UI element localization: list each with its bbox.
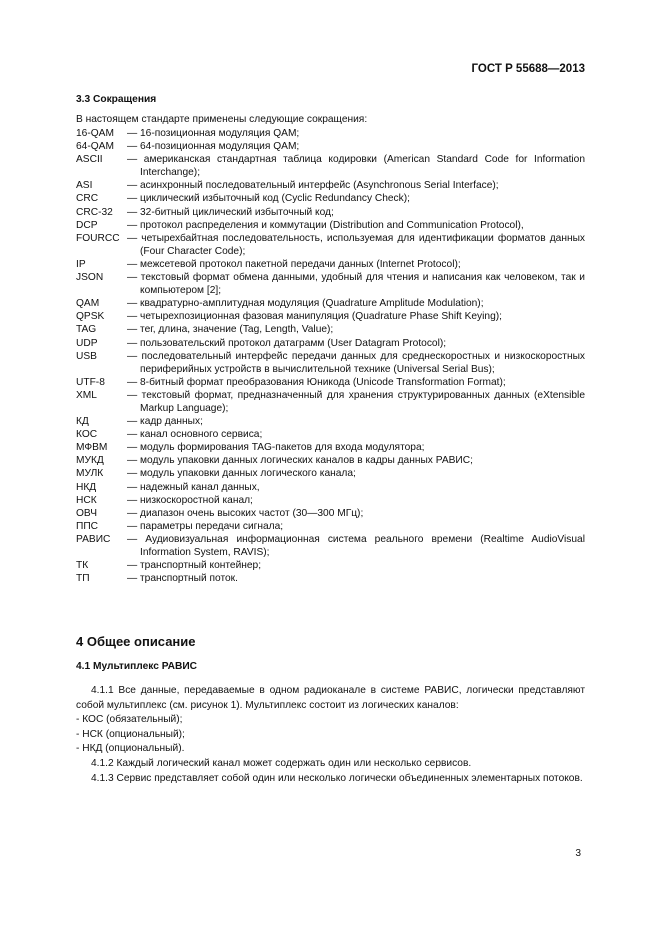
abbreviation-row xyxy=(76,494,585,507)
abbreviation-term: UTF-8 xyxy=(76,376,105,388)
abbreviation-definition: — последовательный интерфейс передачи данных для среднескоростных и низкоскоростных периферийных устройств в вычислительной технике (Universal Serial Bus); xyxy=(127,350,585,375)
abbreviation-term: USB xyxy=(76,350,97,362)
abbreviation-row xyxy=(76,350,585,376)
abbreviation-definition: — 64-позиционная модуляция QAM; xyxy=(127,141,300,153)
abbreviation-term: РАВИС xyxy=(76,533,111,545)
abbreviation-definition: — 32-битный циклический избыточный код; xyxy=(127,206,334,218)
abbreviation-row xyxy=(76,232,585,258)
abbreviation-row xyxy=(76,271,585,297)
section-4-1-heading: 4.1 Мультиплекс РАВИС xyxy=(76,661,198,672)
abbreviation-definition: — текстовый формат обмена данными, удобный для чтения и написания как человеком, так и компьютером [2]; xyxy=(127,272,585,297)
abbreviation-term: IP xyxy=(76,258,86,270)
paragraph-4-1-1: 4.1.1 Все данные, передаваемые в одном радиоканале в системе РАВИС, логически представляют собой мультиплекс (см. рисунок 1). Мультиплекс состоит из логических каналов: xyxy=(76,685,585,711)
list-item: - НСК (опциональный); xyxy=(76,728,185,740)
abbreviation-definition: — диапазон очень высоких частот (30—300 МГц); xyxy=(127,507,364,519)
abbreviation-row xyxy=(76,441,585,454)
abbreviation-definition: — кадр данных; xyxy=(127,416,203,428)
abbreviation-definition: — надежный канал данных, xyxy=(127,481,260,493)
abbreviation-term: ОВЧ xyxy=(76,507,98,519)
abbreviation-definition: — транспортный поток. xyxy=(127,573,238,585)
abbreviation-term: XML xyxy=(76,389,97,401)
abbreviation-definition: — четырехбайтная последовательность, используемая для идентификации форматов данных (Four Character Code); xyxy=(127,232,585,257)
abbreviation-row xyxy=(76,140,585,153)
abbreviation-definition: — транспортный контейнер; xyxy=(127,560,262,572)
abbreviation-row xyxy=(76,467,585,480)
abbreviation-term: TAG xyxy=(76,324,97,336)
abbreviation-term: 64-QAM xyxy=(76,141,114,153)
section-4-1-body xyxy=(76,684,585,786)
abbreviation-term: ASI xyxy=(76,180,93,192)
abbreviation-definition: — канал основного сервиса; xyxy=(127,429,263,441)
abbreviation-definition: — 8-битный формат преобразования Юникода (Unicode Transformation Format); xyxy=(127,376,506,388)
abbreviation-definition: — асинхронный последовательный интерфейс (Asynchronous Serial Interface); xyxy=(127,180,499,192)
abbreviations-intro: В настоящем стандарте применены следующие сокращения: xyxy=(76,114,368,125)
abbreviation-row xyxy=(76,389,585,415)
abbreviation-row xyxy=(76,153,585,179)
abbreviation-row xyxy=(76,376,585,389)
abbreviation-row xyxy=(76,179,585,192)
section-4-heading: 4 Общее описание xyxy=(76,634,196,649)
abbreviation-term: ASCII xyxy=(76,154,103,166)
abbreviation-row xyxy=(76,428,585,441)
abbreviation-definition: — пользовательский протокол датаграмм (User Datagram Protocol); xyxy=(127,337,447,349)
abbreviation-definition: — межсетевой протокол пакетной передачи данных (Internet Protocol); xyxy=(127,258,461,270)
abbreviations-list xyxy=(76,127,585,585)
abbreviation-row xyxy=(76,337,585,350)
abbreviation-definition: — американская стандартная таблица кодировки (American Standard Code for Information Interchange); xyxy=(127,154,585,179)
abbreviation-term: КОС xyxy=(76,429,98,441)
abbreviation-definition: — 16-позиционная модуляция QAM; xyxy=(127,128,300,139)
abbreviation-definition: — низкоскоростной канал; xyxy=(127,494,253,506)
abbreviation-row xyxy=(76,559,585,572)
abbreviation-row xyxy=(76,520,585,533)
abbreviation-row xyxy=(76,206,585,219)
abbreviation-row xyxy=(76,219,585,232)
abbreviation-row xyxy=(76,310,585,323)
abbreviation-definition: — четырехпозиционная фазовая манипуляция (Quadrature Phase Shift Keying); xyxy=(127,311,502,323)
standard-header: ГОСТ Р 55688—2013 xyxy=(471,63,585,75)
abbreviation-definition: — текстовый формат, предназначенный для хранения структурированных данных (eXtensible Markup Language); xyxy=(127,389,585,414)
abbreviation-definition: — модуль формирования TAG-пакетов для входа модулятора; xyxy=(127,442,425,454)
abbreviation-row xyxy=(76,127,585,140)
abbreviation-definition: — модуль упаковки данных логических каналов в кадры данных РАВИС; xyxy=(127,455,473,467)
abbreviation-term: МУКД xyxy=(76,455,104,467)
abbreviation-definition: — параметры передачи сигнала; xyxy=(127,520,284,532)
abbreviation-definition: — тег, длина, значение (Tag, Length, Value); xyxy=(127,324,334,336)
abbreviation-term: QAM xyxy=(76,298,100,310)
abbreviation-term: ТК xyxy=(76,560,89,572)
abbreviation-term: JSON xyxy=(76,272,104,284)
list-item: - КОС (обязательный); xyxy=(76,714,183,726)
abbreviation-term: UDP xyxy=(76,337,98,349)
abbreviation-term: МУЛК xyxy=(76,468,104,480)
abbreviation-definition: — Аудиовизуальная информационная система реального времени (Realtime AudioVisual Information System, RAVIS); xyxy=(127,533,585,558)
abbreviation-row xyxy=(76,415,585,428)
paragraph-4-1-2: 4.1.2 Каждый логический канал может содержать один или несколько сервисов. xyxy=(91,757,472,769)
section-3-3-heading: 3.3 Сокращения xyxy=(76,94,157,105)
abbreviation-row xyxy=(76,533,585,559)
abbreviation-row xyxy=(76,192,585,205)
abbreviation-term: МФВМ xyxy=(76,442,108,454)
abbreviation-definition: — модуль упаковки данных логического канала; xyxy=(127,468,356,480)
abbreviation-definition: — квадратурно-амплитудная модуляция (Quadrature Amplitude Modulation); xyxy=(127,298,484,310)
abbreviation-term: ТП xyxy=(76,573,90,585)
abbreviation-term: 16-QAM xyxy=(76,128,114,139)
abbreviation-row xyxy=(76,507,585,520)
page-number: 3 xyxy=(575,848,581,859)
paragraph-4-1-3: 4.1.3 Сервис представляет собой один или несколько логически объединенных элементарных потоков. xyxy=(91,772,583,784)
abbreviation-row xyxy=(76,481,585,494)
abbreviation-row xyxy=(76,297,585,310)
abbreviation-row xyxy=(76,258,585,271)
abbreviation-definition: — протокол распределения и коммутации (Distribution and Communication Protocol), xyxy=(127,219,524,231)
abbreviation-term: CRC-32 xyxy=(76,206,113,218)
abbreviation-term: QPSK xyxy=(76,311,105,323)
abbreviation-term: НКД xyxy=(76,481,97,493)
abbreviation-term: DCP xyxy=(76,219,98,231)
abbreviation-definition: — циклический избыточный код (Cyclic Redundancy Check); xyxy=(127,193,410,205)
abbreviation-term: CRC xyxy=(76,193,99,205)
abbreviation-row xyxy=(76,572,585,585)
abbreviation-term: ППС xyxy=(76,520,99,532)
list-item: - НКД (опциональный). xyxy=(76,743,185,755)
abbreviation-term: НСК xyxy=(76,494,97,506)
abbreviation-row xyxy=(76,454,585,467)
abbreviation-term: КД xyxy=(76,416,89,428)
abbreviation-term: FOURCC xyxy=(76,232,120,244)
abbreviation-row xyxy=(76,323,585,336)
